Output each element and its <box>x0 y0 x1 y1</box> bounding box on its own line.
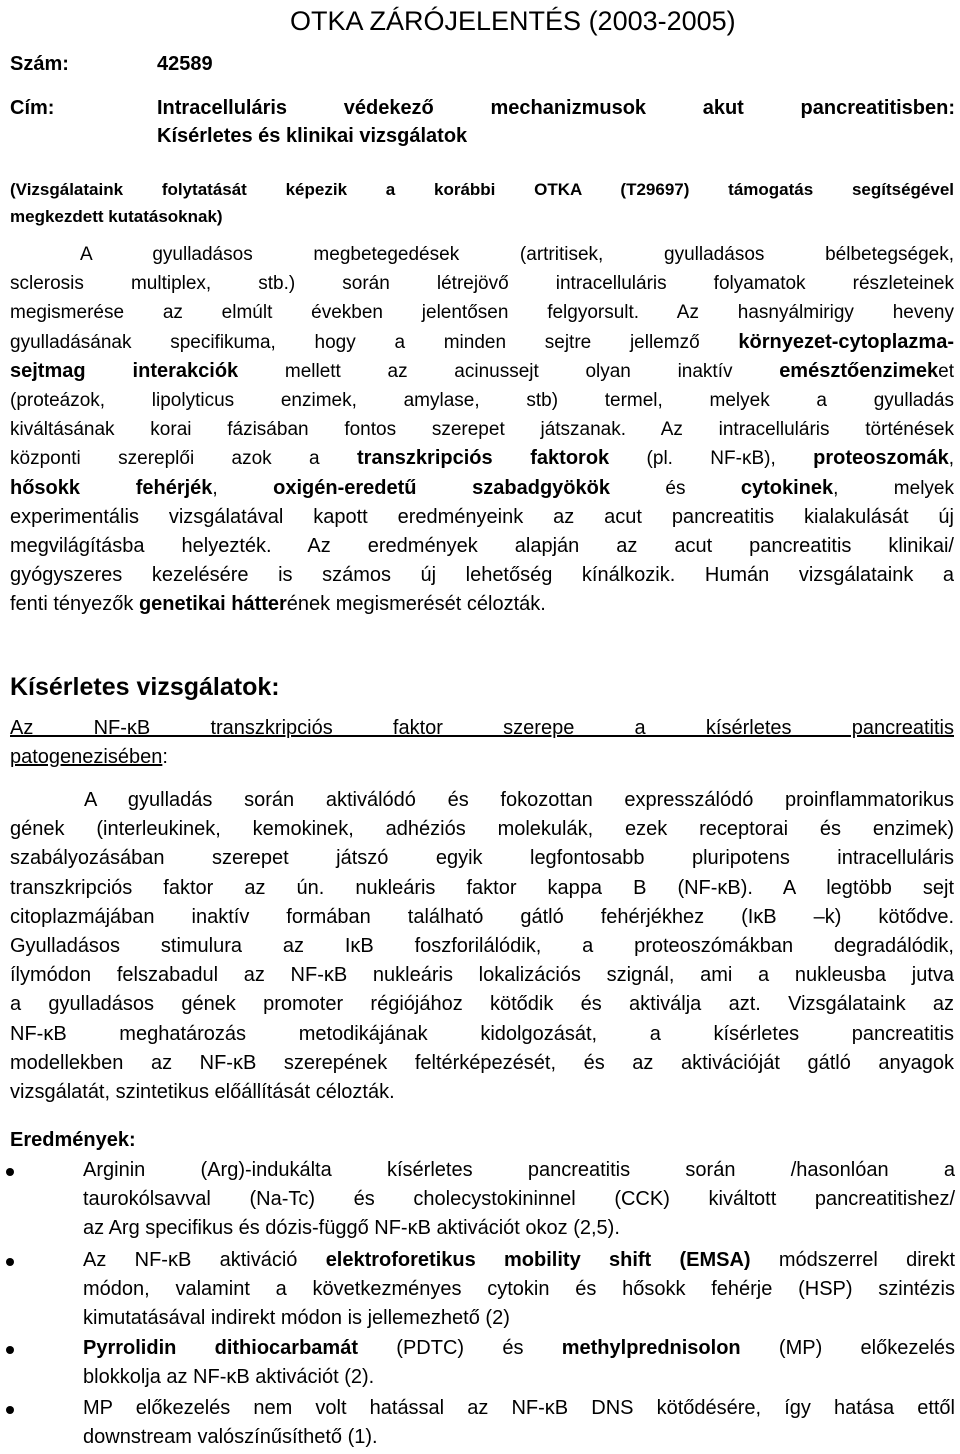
intro-line <box>10 474 954 503</box>
intro-line <box>10 328 954 357</box>
paragraph-line: Gyulladásos stimulura az IκB foszforilálódik, a proteoszómákban degradálódik, <box>10 935 954 958</box>
bullet-line <box>83 1334 955 1363</box>
subsection-heading <box>10 714 954 772</box>
bullet-segment: módszerrel direkt <box>750 1249 955 1271</box>
bullet-line: módon, valamint a következményes cytokin és hősokk fehérje (HSP) szintézis <box>83 1278 955 1301</box>
keyword: cytokinek <box>740 476 834 499</box>
keyword: környezet-cytoplazma- <box>738 330 954 353</box>
bullet-segment: (PDTC) és <box>358 1337 562 1359</box>
intro-text: gyulladásának specifikuma, hogy a minden sejtre jellemző <box>10 331 739 353</box>
bullet-line: kimutatásával indirekt módon is jellemezhető (2) <box>83 1307 510 1330</box>
paragraph-line: a gyulladásos gének promoter régiójához kötődik és aktiválja azt. Vizsgálataink az <box>10 993 954 1016</box>
bullet-dot <box>6 1258 14 1266</box>
paragraph-line: vizsgálatát, szintetikus előállítását célozták. <box>10 1081 395 1104</box>
keyword: transzkripciós faktorok <box>357 447 610 470</box>
intro-line: sclerosis multiplex, stb.) során létrejövő intracelluláris folyamatok részleteinek <box>10 273 954 295</box>
keyword: proteoszomák <box>813 447 949 470</box>
intro-line <box>10 444 954 473</box>
bullet-segment: Az NF-κB aktiváció <box>83 1249 326 1271</box>
report-title: OTKA ZÁRÓJELENTÉS (2003-2005) <box>290 6 736 36</box>
intro-text: (pl. NF-κB), <box>609 448 814 470</box>
subsection-heading-line: Az NF-κB transzkripciós faktor szerepe a kísérletes pancreatitis <box>10 717 954 739</box>
keyword: emésztőenzimek <box>779 359 939 382</box>
paragraph-line: NF-κB meghatározás metodikájának kidolgozását, a kísérletes pancreatitis <box>10 1022 954 1045</box>
intro-line: megismerése az elmúlt években jelentősen felgyorsult. Az hasnyálmirigy heveny <box>10 302 954 324</box>
project-title-line: Kísérletes és klinikai vizsgálatok <box>157 125 468 147</box>
bullet-text <box>83 1246 955 1334</box>
bullet-line <box>83 1246 955 1275</box>
bullet-line: downstream valószínűsíthető (1). <box>83 1426 378 1449</box>
bullet-line: blokkolja az NF-κB aktivációt (2). <box>83 1366 375 1389</box>
nfkb-paragraph <box>10 786 954 1107</box>
paragraph-line: ílymódon felszabadul az NF-κB nukleáris lokalizációs szignál, ami a nukleusba jutva <box>10 964 954 987</box>
bullet-dot <box>6 1346 14 1354</box>
intro-line: A gyulladásos megbetegedések (artritisek, gyulladásos bélbetegségek, <box>80 244 954 265</box>
number-value: 42589 <box>157 53 213 75</box>
intro-text: , <box>948 448 954 470</box>
intro-line: (proteázok, lipolyticus enzimek, amylase, stb) termel, melyek a gyulladás <box>10 390 954 412</box>
keyword: sejtmag interakciók <box>10 359 239 382</box>
paragraph-line: A gyulladás során aktiválódó és fokozottan expresszálódó proinflammatorikus <box>84 789 954 811</box>
paragraph-line: gének (interleukinek, kemokinek, adhéziós molekulák, ezek receptorai és enzimek) <box>10 818 954 841</box>
intro-text: ének megismerését célozták. <box>286 593 546 616</box>
results-heading: Eredmények: <box>10 1129 136 1151</box>
project-title-line: Intracelluláris védekező mechanizmusok akut pancreatitisben: <box>157 97 955 119</box>
keyword: Pyrrolidin dithiocarbamát <box>83 1337 358 1359</box>
keyword: oxigén-eredetű szabadgyökök <box>273 476 610 499</box>
intro-text: fenti tényezők <box>10 593 139 616</box>
bullet-line: az Arg specifikus és dózis-függő NF-κB aktivációt okoz (2,5). <box>83 1217 620 1240</box>
intro-line: kiváltásának korai fázisában fontos szerepet játszanak. Az intracelluláris történések <box>10 419 954 441</box>
bullet-text <box>83 1394 955 1452</box>
intro-line: gyógyszeres kezelésére is számos új lehetőség kínálkozik. Humán vizsgálataink a <box>10 564 954 587</box>
intro-text: et <box>938 360 955 382</box>
paragraph-line: szabályozásában szerepet játszó egyik legfontosabb pluripotens intracelluláris <box>10 847 954 870</box>
section-heading: Kísérletes vizsgálatok: <box>10 673 280 701</box>
title-label: Cím: <box>10 97 55 119</box>
intro-line: experimentális vizsgálatával kapott eredményeink az acut pancreatitis kialakulását új <box>10 505 954 528</box>
intro-text: , melyek <box>833 477 954 499</box>
intro-line <box>10 357 954 386</box>
number-label: Szám: <box>10 53 69 75</box>
bullet-dot <box>6 1168 14 1176</box>
keyword: elektroforetikus mobility shift (EMSA) <box>325 1249 751 1271</box>
intro-text: mellett az acinussejt olyan inaktív <box>238 360 780 382</box>
project-title <box>157 94 955 150</box>
note-line: (Vizsgálataink folytatását képezik a korábbi OTKA (T29697) támogatás segítségével <box>10 180 954 199</box>
intro-text: központi szereplői azok a <box>10 448 357 470</box>
continuation-note <box>10 176 954 230</box>
intro-line: megvilágításba helyezték. Az eredmények alapján az acut pancreatitis klinikai/ <box>10 535 954 558</box>
subsection-heading-line <box>10 743 954 772</box>
bullet-dot <box>6 1406 14 1414</box>
note-line: megkezdett kutatásoknak) <box>10 207 223 226</box>
bullet-text <box>83 1334 955 1392</box>
bullet-line: taurokólsavval (Na-Tc) és cholecystokininnel (CCK) kiváltott pancreatitishez/ <box>83 1188 955 1211</box>
paragraph-line: citoplazmájában inaktív formában található gátló fehérjékhez (IκB –k) kötődve. <box>10 905 954 928</box>
keyword: hősokk fehérjék <box>10 476 213 499</box>
bullet-line: MP előkezelés nem volt hatással az NF-κB DNS kötődésére, így hatása ettől <box>83 1397 955 1419</box>
intro-paragraph <box>10 240 954 620</box>
intro-text: , <box>212 477 274 499</box>
keyword: methylprednisolon <box>561 1337 741 1359</box>
paragraph-line: modellekben az NF-κB szerepének feltérképezését, és az aktivációját gátló anyagok <box>10 1051 954 1074</box>
paragraph-line: transzkripciós faktor az ún. nukleáris faktor kappa B (NF-κB). A legtöbb sejt <box>10 876 954 899</box>
subsection-heading-colon: : <box>162 746 168 768</box>
subsection-heading-text: patogenezisében <box>10 746 163 768</box>
bullet-text <box>83 1156 955 1244</box>
intro-line <box>10 590 954 619</box>
intro-text: és <box>609 477 741 499</box>
bullet-line: Arginin (Arg)-indukálta kísérletes pancreatitis során /hasonlóan a <box>83 1159 955 1181</box>
keyword: genetikai hátter <box>138 593 287 616</box>
bullet-segment: (MP) előkezelés <box>740 1337 956 1359</box>
